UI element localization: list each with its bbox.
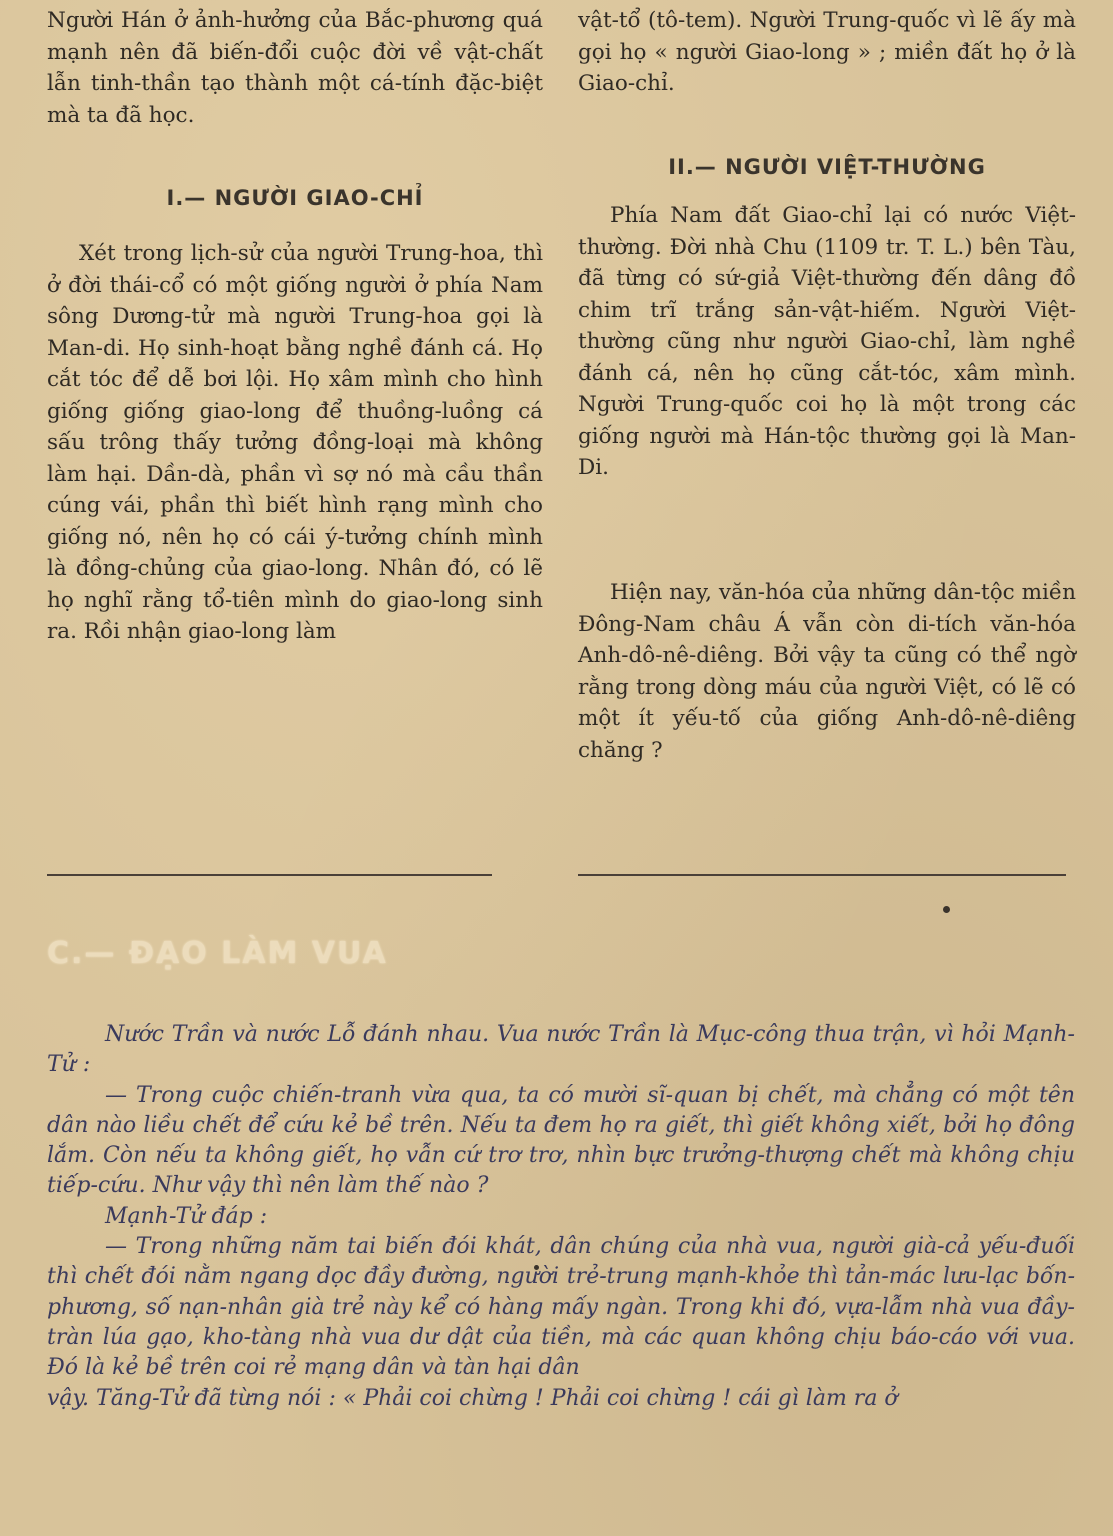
story-paragraph-2: — Trong cuộc chiến-tranh vừa qua, ta có mười sĩ-quan bị chết, mà chẳng có một tên dân nào liều chết để cứu kẻ bề trên. Nếu ta đem họ ra giết, thì giết không xiết, bởi họ đông lắm. Còn nếu ta không giết, họ vẫn cứ trơ trơ, nhìn bực trưởng-thượng chết mà không chịu tiếp-cứu. Như vậy thì nên làm thế nào ? (47, 1082, 1075, 1199)
ink-speck (943, 906, 950, 913)
right-body-paragraph-1: Phía Nam đất Giao-chỉ lại có nước Việt-thường. Đời nhà Chu (1109 tr. T. L.) bên Tàu, đã từng có sứ-giả Việt-thường đến dâng đồ chim trĩ trắng sản-vật-hiếm. Người Việt-thường cũng như người Giao-chỉ, làm nghề đánh cá, nên họ cũng cắt-tóc, xâm mình. Người Trung-quốc coi họ là một trong các giống người mà Hán-tộc thường gọi là Man-Di. (578, 203, 1076, 480)
section-divider-left (47, 874, 492, 876)
story-paragraph-1: Nước Trần và nước Lỗ đánh nhau. Vua nước Trần là Mục-công thua trận, vì hỏi Mạnh-Tử : (47, 1022, 1075, 1078)
section-title: C.— ĐẠO LÀM VUA (47, 936, 388, 971)
story-paragraph-4: — Trong những năm tai biến đói khát, dân chúng của nhà vua, người già-cả yếu-đuối thì chết đói nằm ngang dọc đầy đường, người trẻ-trung mạnh-khỏe thì tản-mác lưu-lạc bốn-phương, số nạn-nhân già trẻ này kể có hàng mấy ngàn. Trong khi đó, vựa-lẫm nhà vua đầy-tràn lúa gạo, kho-tàng nhà vua dư dật của tiền, mà các quan không chịu báo-cáo với vua. Đó là kẻ bề trên coi rẻ mạng dân và tàn hại dân (47, 1234, 1075, 1381)
left-intro-paragraph: Người Hán ở ảnh-hưởng của Bắc-phương quá mạnh nên đã biến-đổi cuộc đời về vật-chất lẫn tinh-thần tạo thành một cá-tính đặc-biệt mà ta đã học. (47, 8, 543, 128)
story-paragraph-3: Mạnh-Tử đáp : (105, 1203, 268, 1229)
left-body-paragraph: Xét trong lịch-sử của người Trung-hoa, thì ở đời thái-cổ có một giống người ở phía Nam sông Dương-tử mà người Trung-hoa gọi là Man-di. Họ sinh-hoạt bằng nghề đánh cá. Họ cắt tóc để dễ bơi lội. Họ xâm mình cho hình giống giống giao-long để thuồng-luồng cá sấu trông thấy tưởng đồng-loại mà không làm hại. Dần-dà, phần vì sợ nó mà cầu thần cúng vái, phần thì biết hình rạng mình cho giống nó, nên họ có cái ý-tưởng chính mình là đồng-chủng của giao-long. Nhân đó, có lẽ họ nghĩ rằng tổ-tiên mình do giao-long sinh ra. Rồi nhận giao-long làm (47, 241, 543, 644)
story-section (47, 1020, 1075, 1414)
heading-giao-chi: I.— NGƯỜI GIAO-CHỈ (166, 186, 424, 210)
heading-viet-thuong: II.— NGƯỜI VIỆT-THƯỜNG (668, 155, 986, 179)
story-paragraph-5: vậy. Tăng-Tử đã từng nói : « Phải coi chừng ! Phải coi chừng ! cái gì làm ra ở (47, 1385, 898, 1411)
section-divider-right (578, 874, 1066, 876)
right-intro-paragraph: vật-tổ (tô-tem). Người Trung-quốc vì lẽ ấy mà gọi họ « người Giao-long » ; miền đất họ ở là Giao-chỉ. (578, 8, 1076, 96)
right-body-paragraph-2: Hiện nay, văn-hóa của những dân-tộc miền Đông-Nam châu Á vẫn còn di-tích văn-hóa Anh-dô-nê-diêng. Bởi vậy ta cũng có thể ngờ rằng trong dòng máu của người Việt, có lẽ có một ít yếu-tố của giống Anh-dô-nê-diêng chăng ? (578, 580, 1076, 763)
